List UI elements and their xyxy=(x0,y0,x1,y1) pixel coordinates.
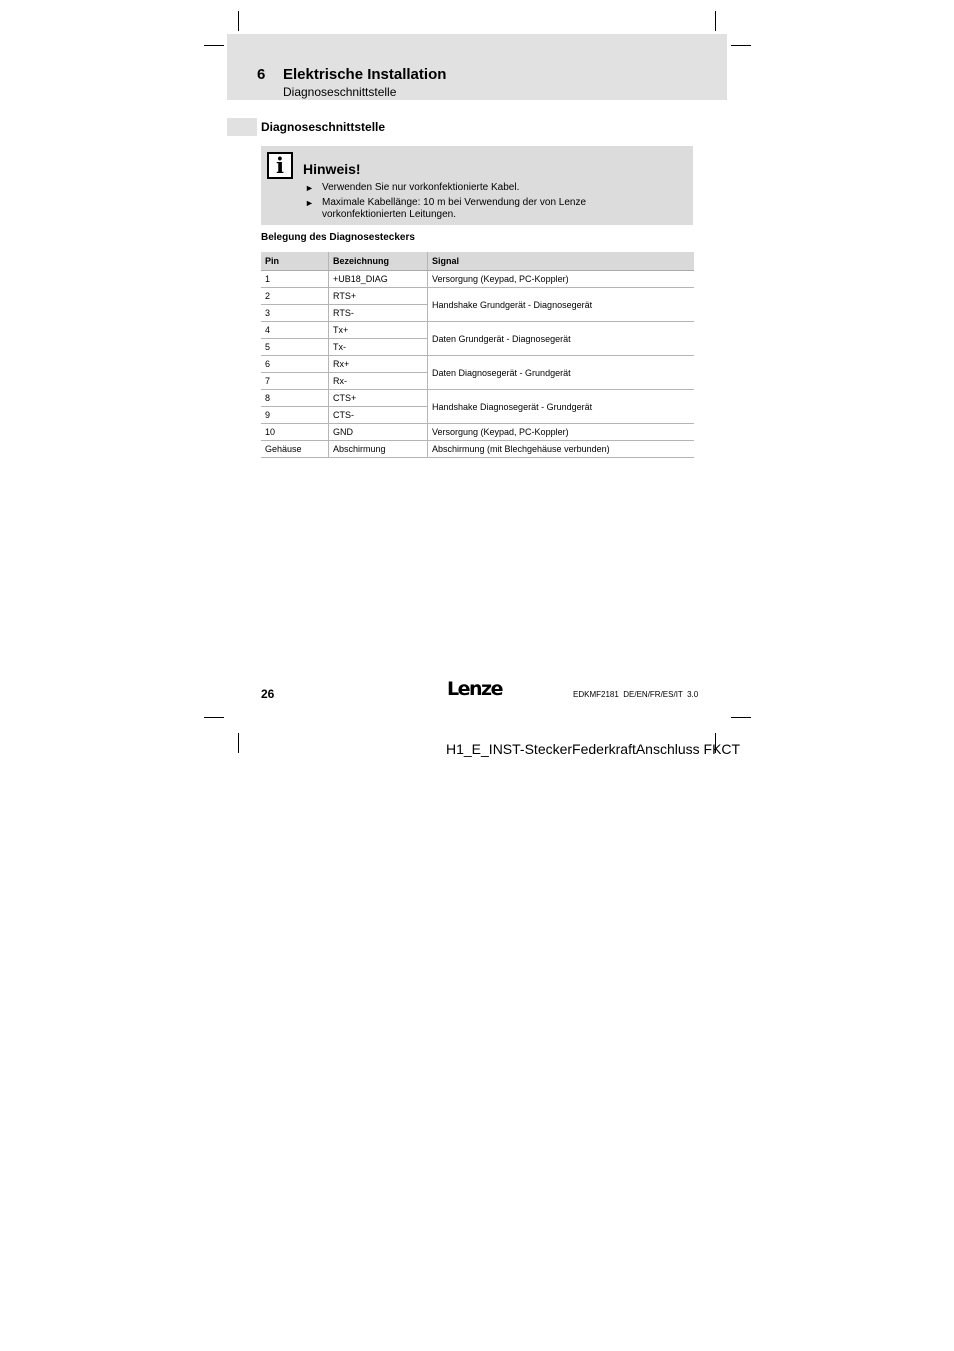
name-cell: Tx- xyxy=(328,339,427,356)
section-title: Diagnoseschnittstelle xyxy=(261,120,386,134)
crop-mark xyxy=(731,717,751,718)
name-cell: Rx+ xyxy=(328,356,427,373)
table-title: Belegung des Diagnosesteckers xyxy=(261,232,415,243)
note-bullet-text: Maximale Kabellänge: 10 m bei Verwendung der von Lenze vorkonfektionierten Leitungen. xyxy=(322,197,587,220)
table-row xyxy=(261,322,694,339)
table-row xyxy=(261,288,694,305)
pin-cell: 8 xyxy=(261,390,328,407)
table-row xyxy=(261,424,694,441)
pin-table xyxy=(261,252,694,458)
pin-cell: 2 xyxy=(261,288,328,305)
chapter-title: Elektrische Installation xyxy=(283,66,447,83)
crop-mark xyxy=(238,11,239,31)
table-row xyxy=(261,441,694,458)
pin-cell: 9 xyxy=(261,407,328,424)
column-header: Bezeichnung xyxy=(328,252,427,271)
table-header-row xyxy=(261,252,694,271)
pin-cell: 10 xyxy=(261,424,328,441)
signal-cell: Handshake Diagnosegerät - Grundgerät xyxy=(427,390,694,424)
pin-cell: 4 xyxy=(261,322,328,339)
name-cell: Tx+ xyxy=(328,322,427,339)
name-cell: Rx- xyxy=(328,373,427,390)
signal-cell: Handshake Grundgerät - Diagnosegerät xyxy=(427,288,694,322)
name-cell: CTS- xyxy=(328,407,427,424)
page-number: 26 xyxy=(261,687,275,701)
note-title: Hinweis! xyxy=(303,161,361,177)
bullet-arrow-icon: ► xyxy=(305,183,314,193)
name-cell: +UB18_DIAG xyxy=(328,271,427,288)
signal-cell: Versorgung (Keypad, PC-Koppler) xyxy=(427,271,694,288)
chapter-subtitle: Diagnoseschnittstelle xyxy=(283,85,397,99)
signal-cell: Abschirmung (mit Blechgehäuse verbunden) xyxy=(427,441,694,458)
name-cell: Abschirmung xyxy=(328,441,427,458)
signal-cell: Daten Diagnosegerät - Grundgerät xyxy=(427,356,694,390)
info-icon: i xyxy=(267,152,293,179)
signal-cell: Daten Grundgerät - Diagnosegerät xyxy=(427,322,694,356)
crop-mark xyxy=(715,11,716,31)
signal-cell: Versorgung (Keypad, PC-Koppler) xyxy=(427,424,694,441)
table-row xyxy=(261,390,694,407)
pin-cell: 3 xyxy=(261,305,328,322)
column-header: Pin xyxy=(261,252,328,271)
pin-cell: Gehäuse xyxy=(261,441,328,458)
section-marker xyxy=(227,118,257,136)
name-cell: RTS+ xyxy=(328,288,427,305)
table-row xyxy=(261,271,694,288)
bullet-arrow-icon: ► xyxy=(305,198,314,208)
chapter-number: 6 xyxy=(257,66,266,83)
crop-mark xyxy=(731,45,751,46)
pin-cell: 7 xyxy=(261,373,328,390)
document-id: EDKMF2181 DE/EN/FR/ES/IT 3.0 xyxy=(573,690,699,699)
crop-mark xyxy=(238,733,239,753)
note-bullet-text: Verwenden Sie nur vorkonfektionierte Kabel. xyxy=(322,182,520,193)
print-slug: H1_E_INST-SteckerFederkraftAnschluss FKCT xyxy=(446,741,741,757)
lenze-logo: Lenze xyxy=(447,678,502,700)
name-cell: CTS+ xyxy=(328,390,427,407)
table-row xyxy=(261,356,694,373)
crop-mark xyxy=(204,717,224,718)
pin-cell: 1 xyxy=(261,271,328,288)
pin-cell: 6 xyxy=(261,356,328,373)
name-cell: RTS- xyxy=(328,305,427,322)
name-cell: GND xyxy=(328,424,427,441)
column-header: Signal xyxy=(427,252,694,271)
pin-cell: 5 xyxy=(261,339,328,356)
crop-mark xyxy=(204,45,224,46)
